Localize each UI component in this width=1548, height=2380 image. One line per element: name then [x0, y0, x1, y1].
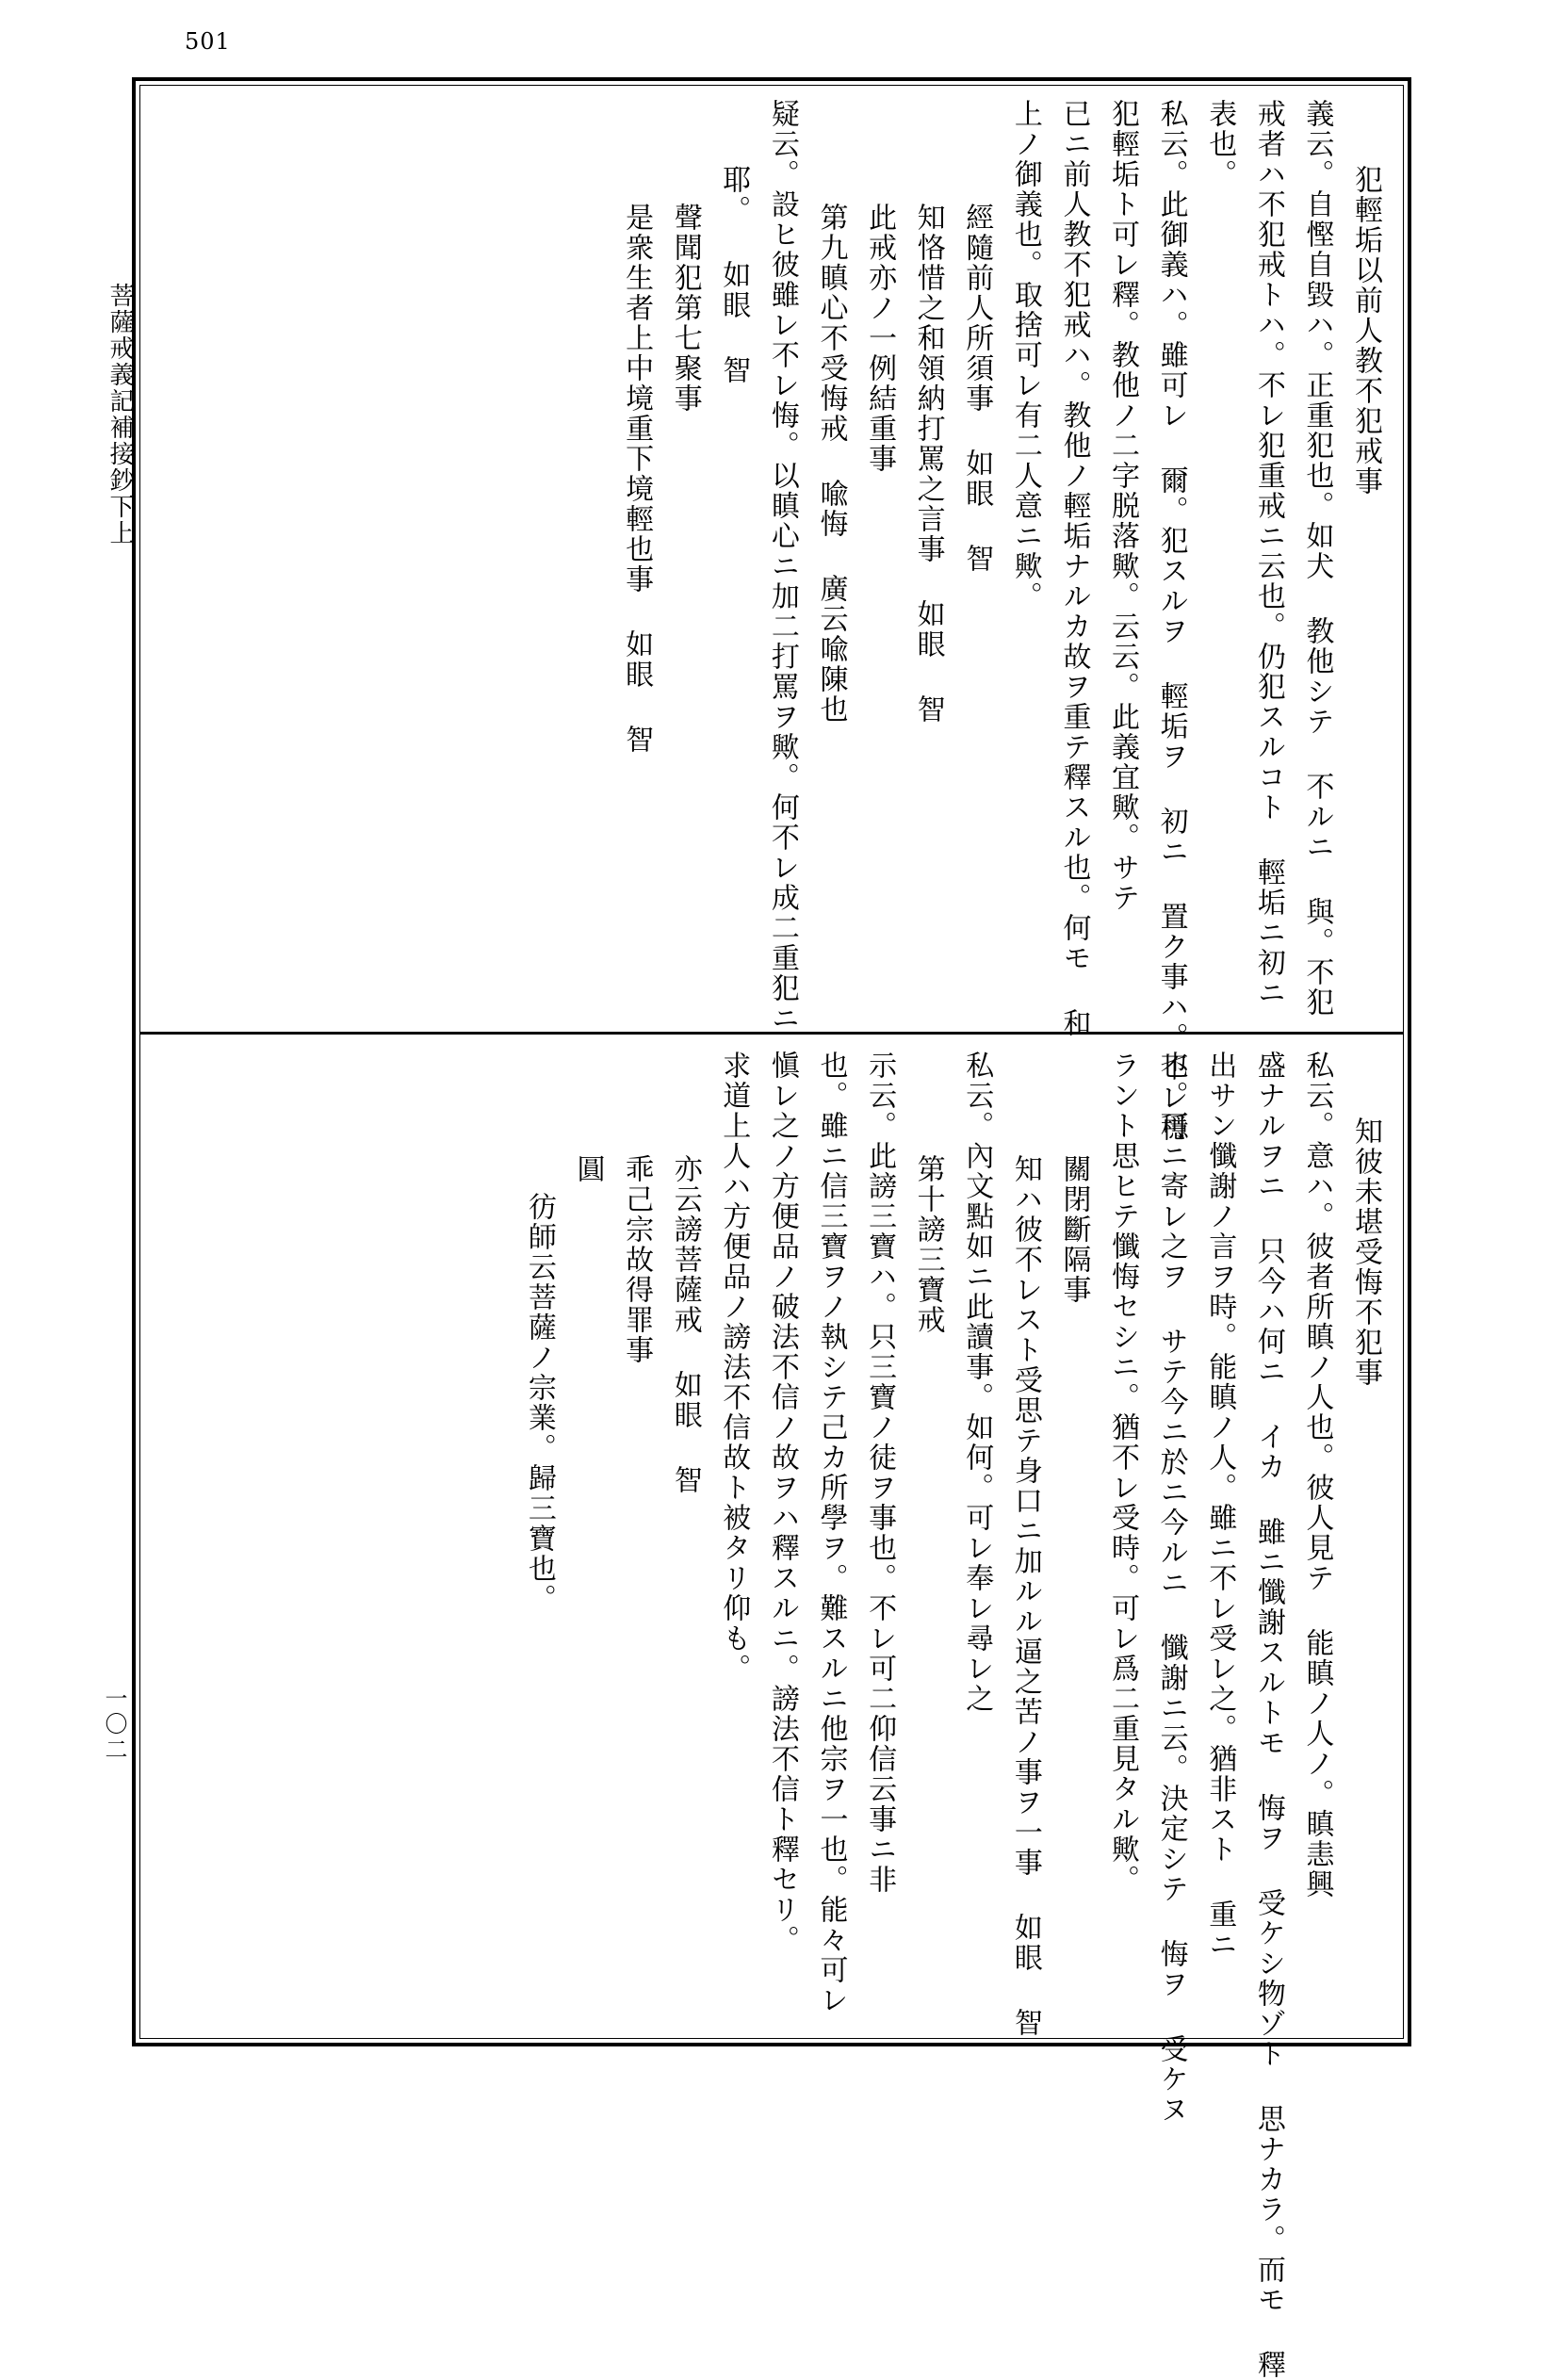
- text-column: 私云。內文點如ニ此讀事。如何。可レ奉レ尋レ之: [960, 1051, 994, 1714]
- subheading-column: 關閉斷隔事: [1057, 1154, 1091, 1305]
- page-number-bottom: 一〇二: [101, 1687, 127, 1763]
- bottom-heading: 知彼未堪受悔不犯事: [1349, 1117, 1382, 1388]
- subheading-column: 第九瞋心不受悔戒 喩悔 廣云喩陳也: [814, 203, 848, 725]
- text-column: 盛ナルヲニ 只今ハ何ニ イカ 雖ニ懺謝スルトモ 悔ヲ 受ケシ物ゾト 思ナカラ。而モ 釋: [1251, 1051, 1285, 2380]
- top-section: [155, 99, 1390, 1143]
- subheading-column: 亦云謗菩薩戒 如眼 智: [668, 1154, 702, 1495]
- subheading-column: 乖己宗故得罪事: [620, 1154, 654, 1365]
- text-column: 私云。此御義ハ。雖可レ 爾。犯スルヲ 輕垢ヲ 初ニ 置ク事ハ。不レ穩: [1154, 99, 1188, 1143]
- text-column: 已ニ前人教不犯戒ハ。教他ノ輕垢ナルカ故ヲ重テ釋スル也。何モ 和: [1057, 99, 1091, 1038]
- text-column: 示云。此謗三寶ハ。只三寶ノ徒ヲ事也。不レ可二仰信云事ニ非: [863, 1051, 897, 1895]
- text-column: 也。雖ニ信三寶ヲノ執シテ己カ所學ヲ。難スルニ他宗ヲ一也。能々可レ: [814, 1051, 848, 2015]
- subheading-column: 經隨前人所須事 如眼 智: [960, 203, 994, 574]
- subheading-column: 是衆生者上中境重下境輕也事 如眼 智: [620, 203, 654, 755]
- text-column: 私云。意ハ。彼者所瞋ノ人也。彼人見テ 能瞋ノ人ノ。瞋恚興: [1300, 1051, 1334, 1899]
- text-column: 犯輕垢ト可レ釋。教他ノ二字脱落歟。云云。此義宜歟。サテ: [1106, 99, 1140, 913]
- subheading-column: 知ハ彼不レスト受思テ身口ニ加ルル逼之苦ノ事ヲ一事 如眼 智: [1008, 1154, 1042, 2038]
- text-column: 彷師云菩薩ノ宗業。歸三寶也。: [522, 1192, 556, 1614]
- text-column: 上ノ御義也。取捨可レ有二人意ニ歟。: [1008, 99, 1042, 611]
- page-number-top: 501: [185, 28, 231, 55]
- text-column: 也。可ニ寄レ之ヲ サテ今ニ於ニ今ルニ 懺謝ニ云。決定シテ 悔ヲ 受ケヌ: [1154, 1051, 1188, 2125]
- text-column: 求道上人ハ方便品ノ謗法不信故ト被タリ仰も。: [717, 1051, 751, 1684]
- text-column: 表也。: [1203, 99, 1237, 189]
- bottom-section: [155, 1051, 1390, 2380]
- subheading-column: 知恪惜之和領納打罵之言事 如眼 智: [911, 203, 945, 725]
- subheading-column: 此戒亦ノ一例結重事: [863, 203, 897, 474]
- text-column: 疑云。設ヒ彼雖レ不レ悔。以瞋心ニ加二打罵ヲ歟。何不レ成二重犯ニ: [765, 99, 799, 1034]
- top-heading: 犯輕垢以前人教不犯戒事: [1349, 165, 1382, 497]
- subheading-column: 第十謗三寶戒: [911, 1154, 945, 1335]
- text-column: 戒者ハ不犯戒トハ。不レ犯重戒ニ云也。仍犯スルコト 輕垢ニ初ニ: [1251, 99, 1285, 1008]
- text-column: 義云。自慳自毀ハ。正重犯也。如犬 教他シテ 不ルニ 與。不犯: [1300, 99, 1334, 1018]
- text-column: 耶。 如眼 智: [717, 165, 751, 385]
- text-column: 愼レ之ノ方便品ノ破法不信ノ故ヲハ釋スルニ。謗法不信ト釋セリ。: [765, 1051, 799, 1955]
- text-column: 圓: [571, 1154, 605, 1184]
- text-column: ラント思ヒテ懺悔セシニ。猶不レ受時。可レ爲二重見タル歟。: [1106, 1051, 1140, 1895]
- spine-title: 菩薩戒義記補接鈔下上: [106, 283, 134, 546]
- text-column: 出サン懺謝ノ言ヲ時。能瞋ノ人。雖ニ不レ受レ之。猶非スト 重ニ: [1203, 1051, 1237, 1960]
- subheading-column: 聲聞犯第七聚事: [668, 203, 702, 414]
